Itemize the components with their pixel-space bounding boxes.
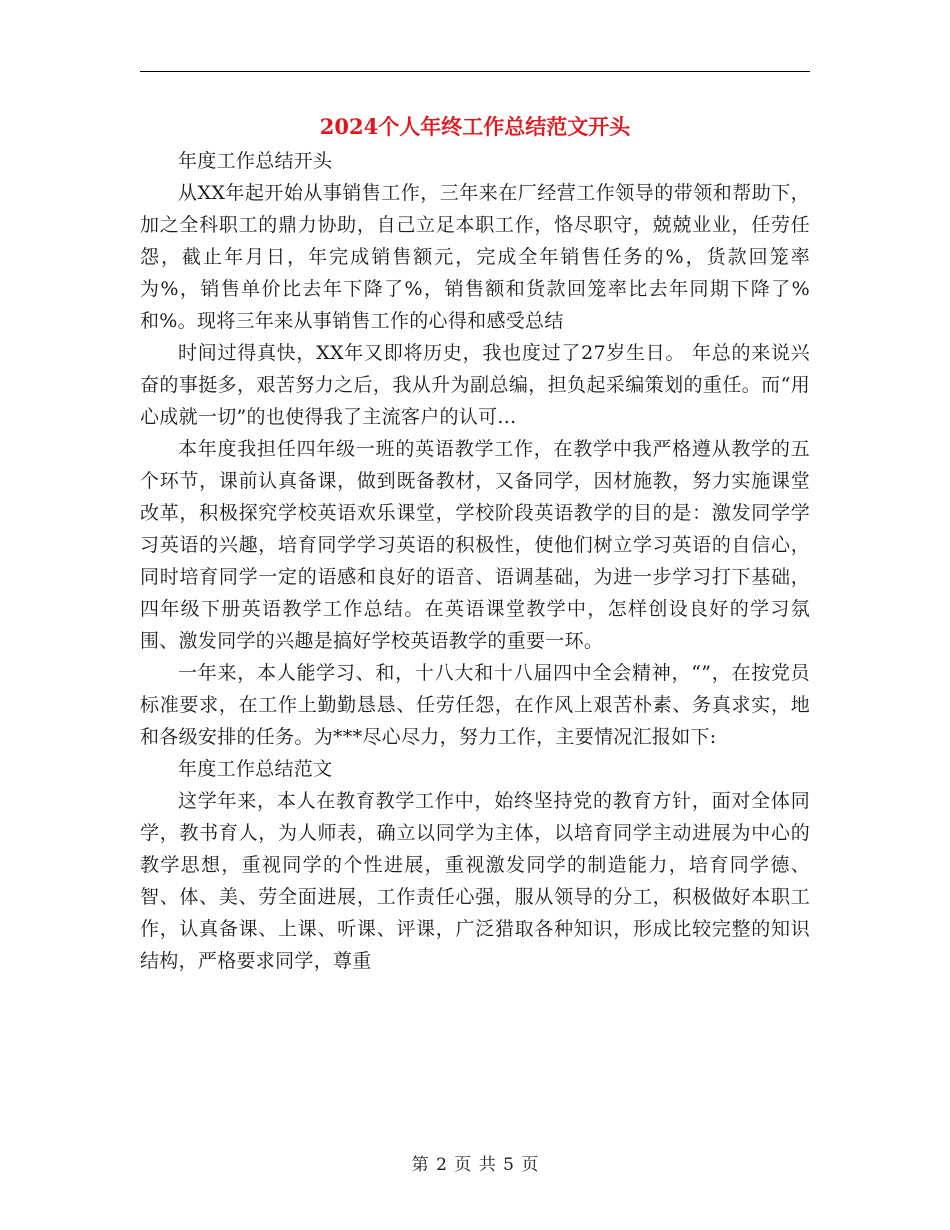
header-rule bbox=[140, 71, 810, 72]
paragraph-year-review: 时间过得真快，XX年又即将历史，我也度过了27岁生日。 年总的来说兴奋的事挺多，艰苦努力之后，我从升为副总编，担负起采编策划的重任。而“用心成就一切”的也使得我了主流客户的认可... bbox=[140, 342, 810, 428]
section-heading-opening: 年度工作总结开头 bbox=[178, 150, 333, 172]
page-number-footer: 第 2 页 共 5 页 bbox=[411, 1155, 539, 1175]
paragraph-sales-summary: 从XX年起开始从事销售工作，三年来在厂经营工作领导的带领和帮助下，加之全科职工的鼎力协助，自己立足本职工作，恪尽职守，兢兢业业，任劳任怨，截止年月日，年完成销售额元，完成全年销售任务的%，货款回笼率为%，销售单价比去年下降了%，销售额和货款回笼率比去年同期下降了%和%。现将三年来从事销售工作的心得和感受总结 bbox=[140, 182, 810, 332]
document-body bbox=[140, 145, 810, 977]
section-heading-sample: 年度工作总结范文 bbox=[178, 758, 333, 780]
paragraph-teaching-work: 这学年来，本人在教育教学工作中，始终坚持党的教育方针，面对全体同学，教书育人，为人师表，确立以同学为主体，以培育同学主动进展为中心的教学思想，重视同学的个性进展，重视激发同学的制造能力，培育同学德、智、体、美、劳全面进展，工作责任心强，服从领导的分工，积极做好本职工作，认真备课、上课、听课、评课，广泛猎取各种知识，形成比较完整的知识结构，严格要求同学，尊重 bbox=[140, 790, 810, 972]
paragraph-party-work: 一年来，本人能学习、和，十八大和十八届四中全会精神，“”，在按党员标准要求，在工作上勤勤恳恳、任劳任怨，在作风上艰苦朴素、务真求实，地和各级安排的任务。为***尽心尽力，努力工作，主要情况汇报如下: bbox=[140, 662, 810, 748]
paragraph-english-teaching: 本年度我担任四年级一班的英语教学工作，在教学中我严格遵从教学的五个环节，课前认真备课，做到既备教材，又备同学，因材施教，努力实施课堂改革，积极探究学校英语欢乐课堂，学校阶段英语教学的目的是：激发同学学习英语的兴趣，培育同学学习英语的积极性，使他们树立学习英语的自信心，同时培育同学一定的语感和良好的语音、语调基础，为进一步学习打下基础，四年级下册英语教学工作总结。在英语课堂教学中，怎样创设良好的学习氛围、激发同学的兴趣是搞好学校英语教学的重要一环。 bbox=[140, 438, 810, 652]
document-title: 2024个人年终工作总结范文开头 bbox=[319, 114, 631, 139]
